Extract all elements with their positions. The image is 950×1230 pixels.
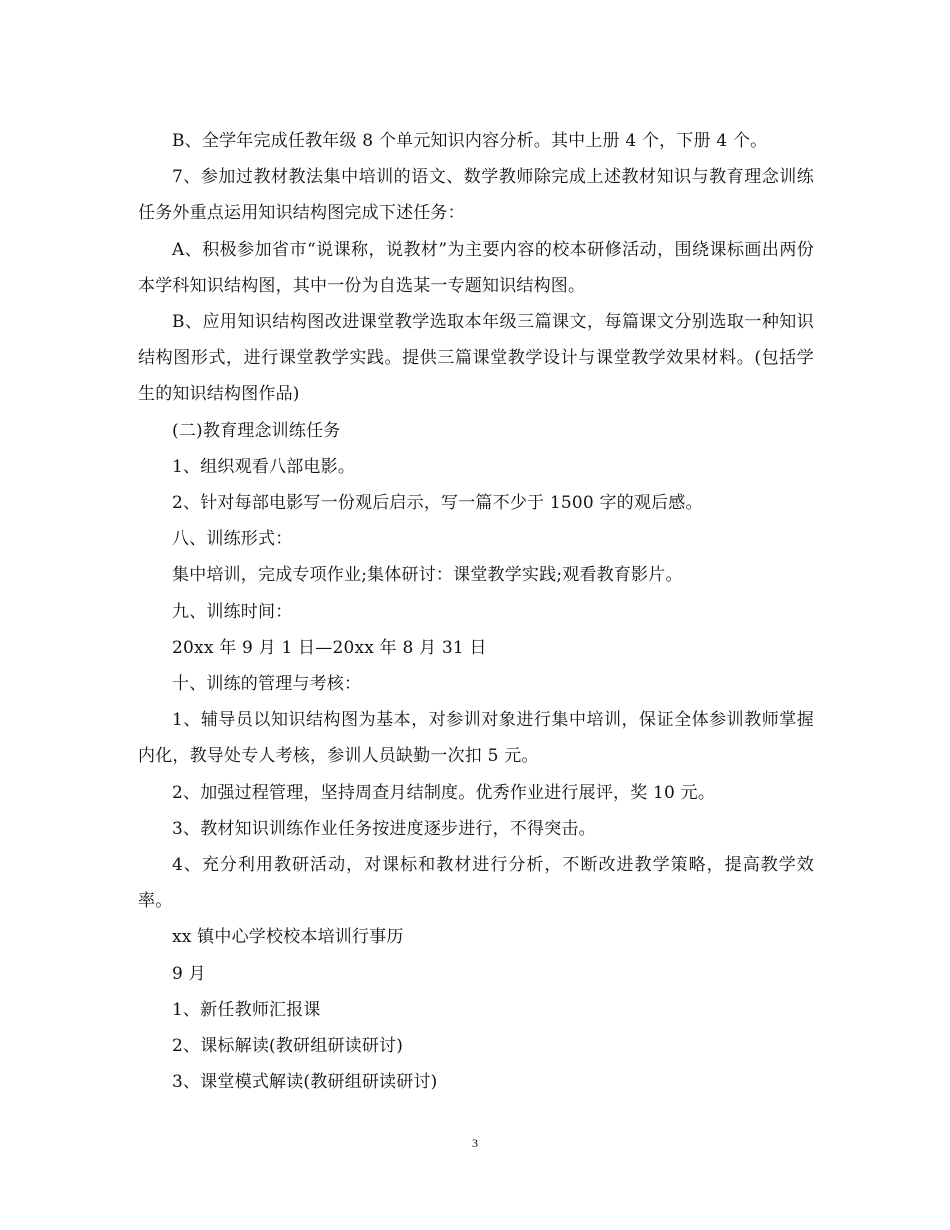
- paragraph: 2、加强过程管理，坚持周查月结制度。优秀作业进行展评，奖 10 元。: [172, 782, 716, 803]
- paragraph: A、积极参加省市“说课称，说教材”为主要内容的校本研修活动，围绕课标画出两份本学科知识结构图，其中一份为自选某一专题知识结构图。: [138, 239, 814, 296]
- section-heading: 十、训练的管理与考核：: [172, 674, 362, 695]
- paragraph: B、应用知识结构图改进课堂教学选取本年级三篇课文，每篇课文分别选取一种知识结构图形式，进行课堂教学实践。提供三篇课堂教学设计与课堂教学效果材料。(包括学生的知识结构图作品): [138, 312, 814, 405]
- document-body: [138, 123, 814, 1100]
- paragraph: B、全学年完成任教年级 8 个单元知识内容分析。其中上册 4 个，下册 4 个。: [172, 131, 768, 151]
- section-heading: xx 镇中心学校校本培训行事历: [172, 927, 404, 948]
- section-heading: 九、训练时间：: [172, 601, 293, 622]
- paragraph: 1、组织观看八部电影。: [172, 456, 356, 477]
- page-number: 3: [472, 1136, 478, 1150]
- paragraph: 1、辅导员以知识结构图为基本，对参训对象进行集中培训，保证全体参训教师掌握内化，教导处专人考核，参训人员缺勤一次扣 5 元。: [138, 710, 814, 767]
- paragraph: 2、针对每部电影写一份观后启示，写一篇不少于 1500 字的观后感。: [172, 493, 703, 514]
- paragraph: 20xx 年 9 月 1 日—20xx 年 8 月 31 日: [172, 637, 487, 658]
- paragraph: 3、教材知识训练作业任务按进度逐步进行，不得突击。: [172, 818, 596, 839]
- section-heading: 八、训练形式：: [172, 529, 293, 550]
- paragraph: 9 月: [172, 963, 206, 984]
- section-heading: (二)教育理念训练任务: [172, 420, 341, 441]
- list-item: 2、课标解读(教研组研读研讨): [172, 1036, 404, 1057]
- list-item: 3、课堂模式解读(教研组研读研讨): [172, 1072, 438, 1093]
- paragraph: 4、充分利用教研活动，对课标和教材进行分析，不断改进教学策略，提高教学效率。: [138, 855, 814, 912]
- paragraph: 集中培训，完成专项作业;集体研讨：课堂教学实践;观看教育影片。: [172, 565, 683, 586]
- list-item: 1、新任教师汇报课: [172, 999, 321, 1020]
- paragraph: 7、参加过教材教法集中培训的语文、数学教师除完成上述教材知识与教育理念训练任务外重点运用知识结构图完成下述任务：: [138, 167, 814, 224]
